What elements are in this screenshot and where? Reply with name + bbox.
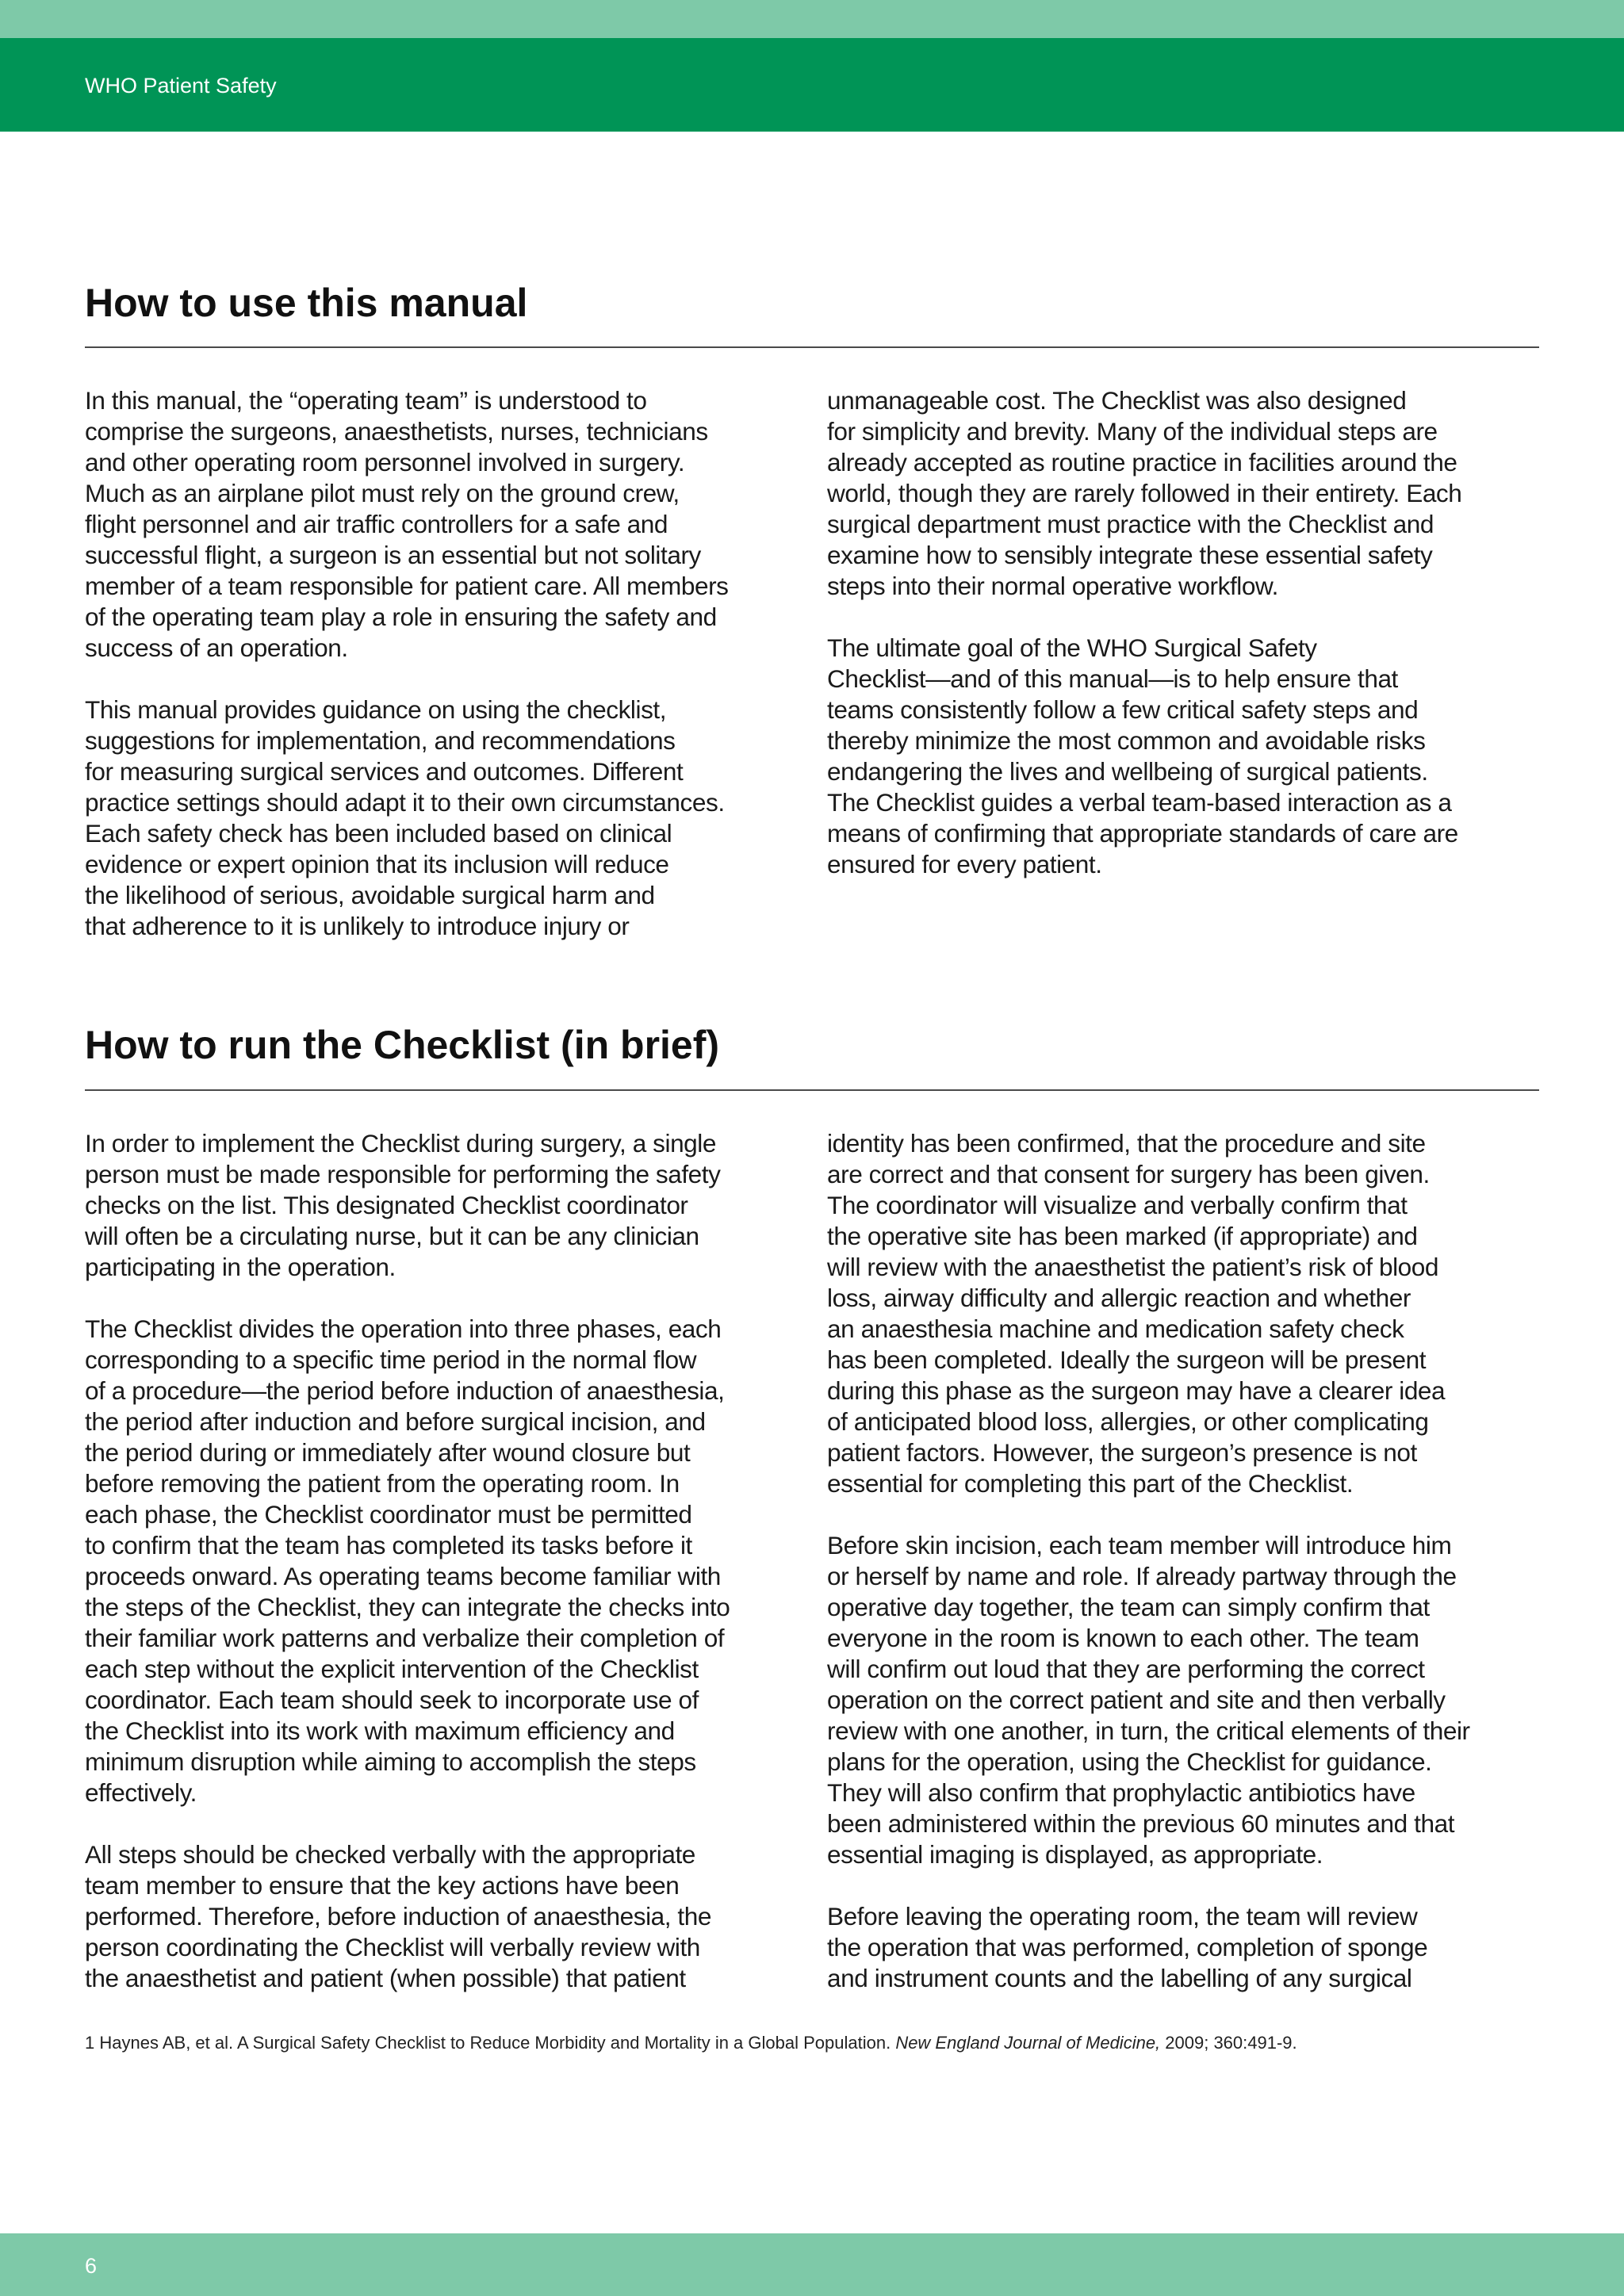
paragraph: identity has been confirmed, that the procedure and site are correct and that consent for surgery has been given. The coordinator will visualize and verbally confirm that the operative site has been marked (if appropriate) and will review with the anaesthetist the patient’s risk of blood loss, airway difficulty and allergic reaction and whether an anaesthesia machine and medication safety check has been completed. Ideally the surgeon will be present during this phase as the surgeon may have a clearer idea of anticipated blood loss, allergies, or other complicating patient factors. However, the surgeon’s presence is not essential for completing this part of the Checklist.	[827, 1129, 1446, 1498]
paragraph: In this manual, the “operating team” is understood to comprise the surgeons, anaesthetists, nurses, technicians and other operating room personnel involved in surgery. Much as an airplane pilot must rely on the ground crew, flight personnel and air traffic controllers for a safe and successful flight, a surgeon is an essential but not solitary member of a team responsible for patient care. All members of the operating team play a role in ensuring the safety and success of an operation.	[85, 386, 729, 662]
section-heading-how-to-run-checklist: How to run the Checklist (in brief)	[85, 1023, 720, 1067]
section-1-right-column	[827, 385, 1541, 880]
paragraph: This manual provides guidance on using the checklist, suggestions for implementation, and recommendations for measuring surgical services and outcomes. Different practice settings should adapt it to their own circumstances. Each safety check has been included based on clinical evidence or expert opinion that its inclusion will reduce the likelihood of serious, avoidable surgical harm and that adherence to it is unlikely to introduce injury or	[85, 695, 725, 940]
footnote-text: 1 Haynes AB, et al. A Surgical Safety Checklist to Reduce Morbidity and Mortality in a Global Population.	[85, 2033, 896, 2053]
paragraph: unmanageable cost. The Checklist was also designed for simplicity and brevity. Many of the individual steps are already accepted as routine practice in facilities around the world, though they are rarely followed in their entirety. Each surgical department must practice with the Checklist and examine how to sensibly integrate these essential safety steps into their normal operative workflow.	[827, 386, 1462, 600]
paragraph: All steps should be checked verbally with the appropriate team member to ensure that the key actions have been performed. Therefore, before induction of anaesthesia, the person coordinating the Checklist will verbally review with the anaesthetist and patient (when possible) that patient	[85, 1840, 711, 1992]
footnote-journal: New England Journal of Medicine,	[895, 2033, 1161, 2053]
section-2-right-column	[827, 1128, 1541, 1994]
section-heading-how-to-use-manual: How to use this manual	[85, 281, 528, 325]
footnote-citation: 2009; 360:491-9.	[1160, 2033, 1297, 2053]
paragraph: In order to implement the Checklist during surgery, a single person must be made responsible for performing the safety checks on the list. This designated Checklist coordinator will often be a circulating nurse, but it can be any clinician participating in the operation.	[85, 1129, 721, 1281]
footnote	[85, 2032, 1539, 2054]
paragraph: Before skin incision, each team member will introduce him or herself by name and role. If already partway through the operative day together, the team can simply confirm that everyone in the room is known to each other. The team will confirm out loud that they are performing the correct operation on the correct patient and site and then verbally review with one another, in turn, the critical elements of their plans for the operation, using the Checklist for guidance. They will also confirm that prophylactic antibiotics have been administered within the previous 60 minutes and that essential imaging is displayed, as appropriate.	[827, 1531, 1470, 1869]
page-number: 6	[85, 2254, 98, 2278]
section-2-left-column	[85, 1128, 799, 1994]
paragraph: Before leaving the operating room, the team will review the operation that was performed, completion of sponge and instrument counts and the labelling of any surgical	[827, 1902, 1428, 1992]
paragraph: The Checklist divides the operation into three phases, each corresponding to a specific time period in the normal flow of a procedure—the period before induction of anaesthesia, the period after induction and before surgical incision, and the period during or immediately after wound closure but before removing the patient from the operating room. In each phase, the Checklist coordinator must be permitted to confirm that the team has completed its tasks before it proceeds onward. As operating teams become familiar with the steps of the Checklist, they can integrate the checks into their familiar work patterns and verbalize their completion of each step without the explicit intervention of the Checklist coordinator. Each team should seek to incorporate use of the Checklist into its work with maximum efficiency and minimum disruption while aiming to accomplish the steps effectively.	[85, 1314, 730, 1807]
paragraph: The ultimate goal of the WHO Surgical Safety Checklist—and of this manual—is to help ensure that teams consistently follow a few critical safety steps and thereby minimize the most common and avoidable risks endangering the lives and wellbeing of surgical patients. The Checklist guides a verbal team-based interaction as a means of confirming that appropriate standards of care are ensured for every patient.	[827, 633, 1458, 878]
footer-bar	[0, 2233, 1624, 2296]
header-top-strip	[0, 0, 1624, 38]
section-1-left-column	[85, 385, 799, 942]
header-title: WHO Patient Safety	[85, 74, 277, 98]
section-divider	[85, 1089, 1539, 1091]
section-divider	[85, 346, 1539, 348]
